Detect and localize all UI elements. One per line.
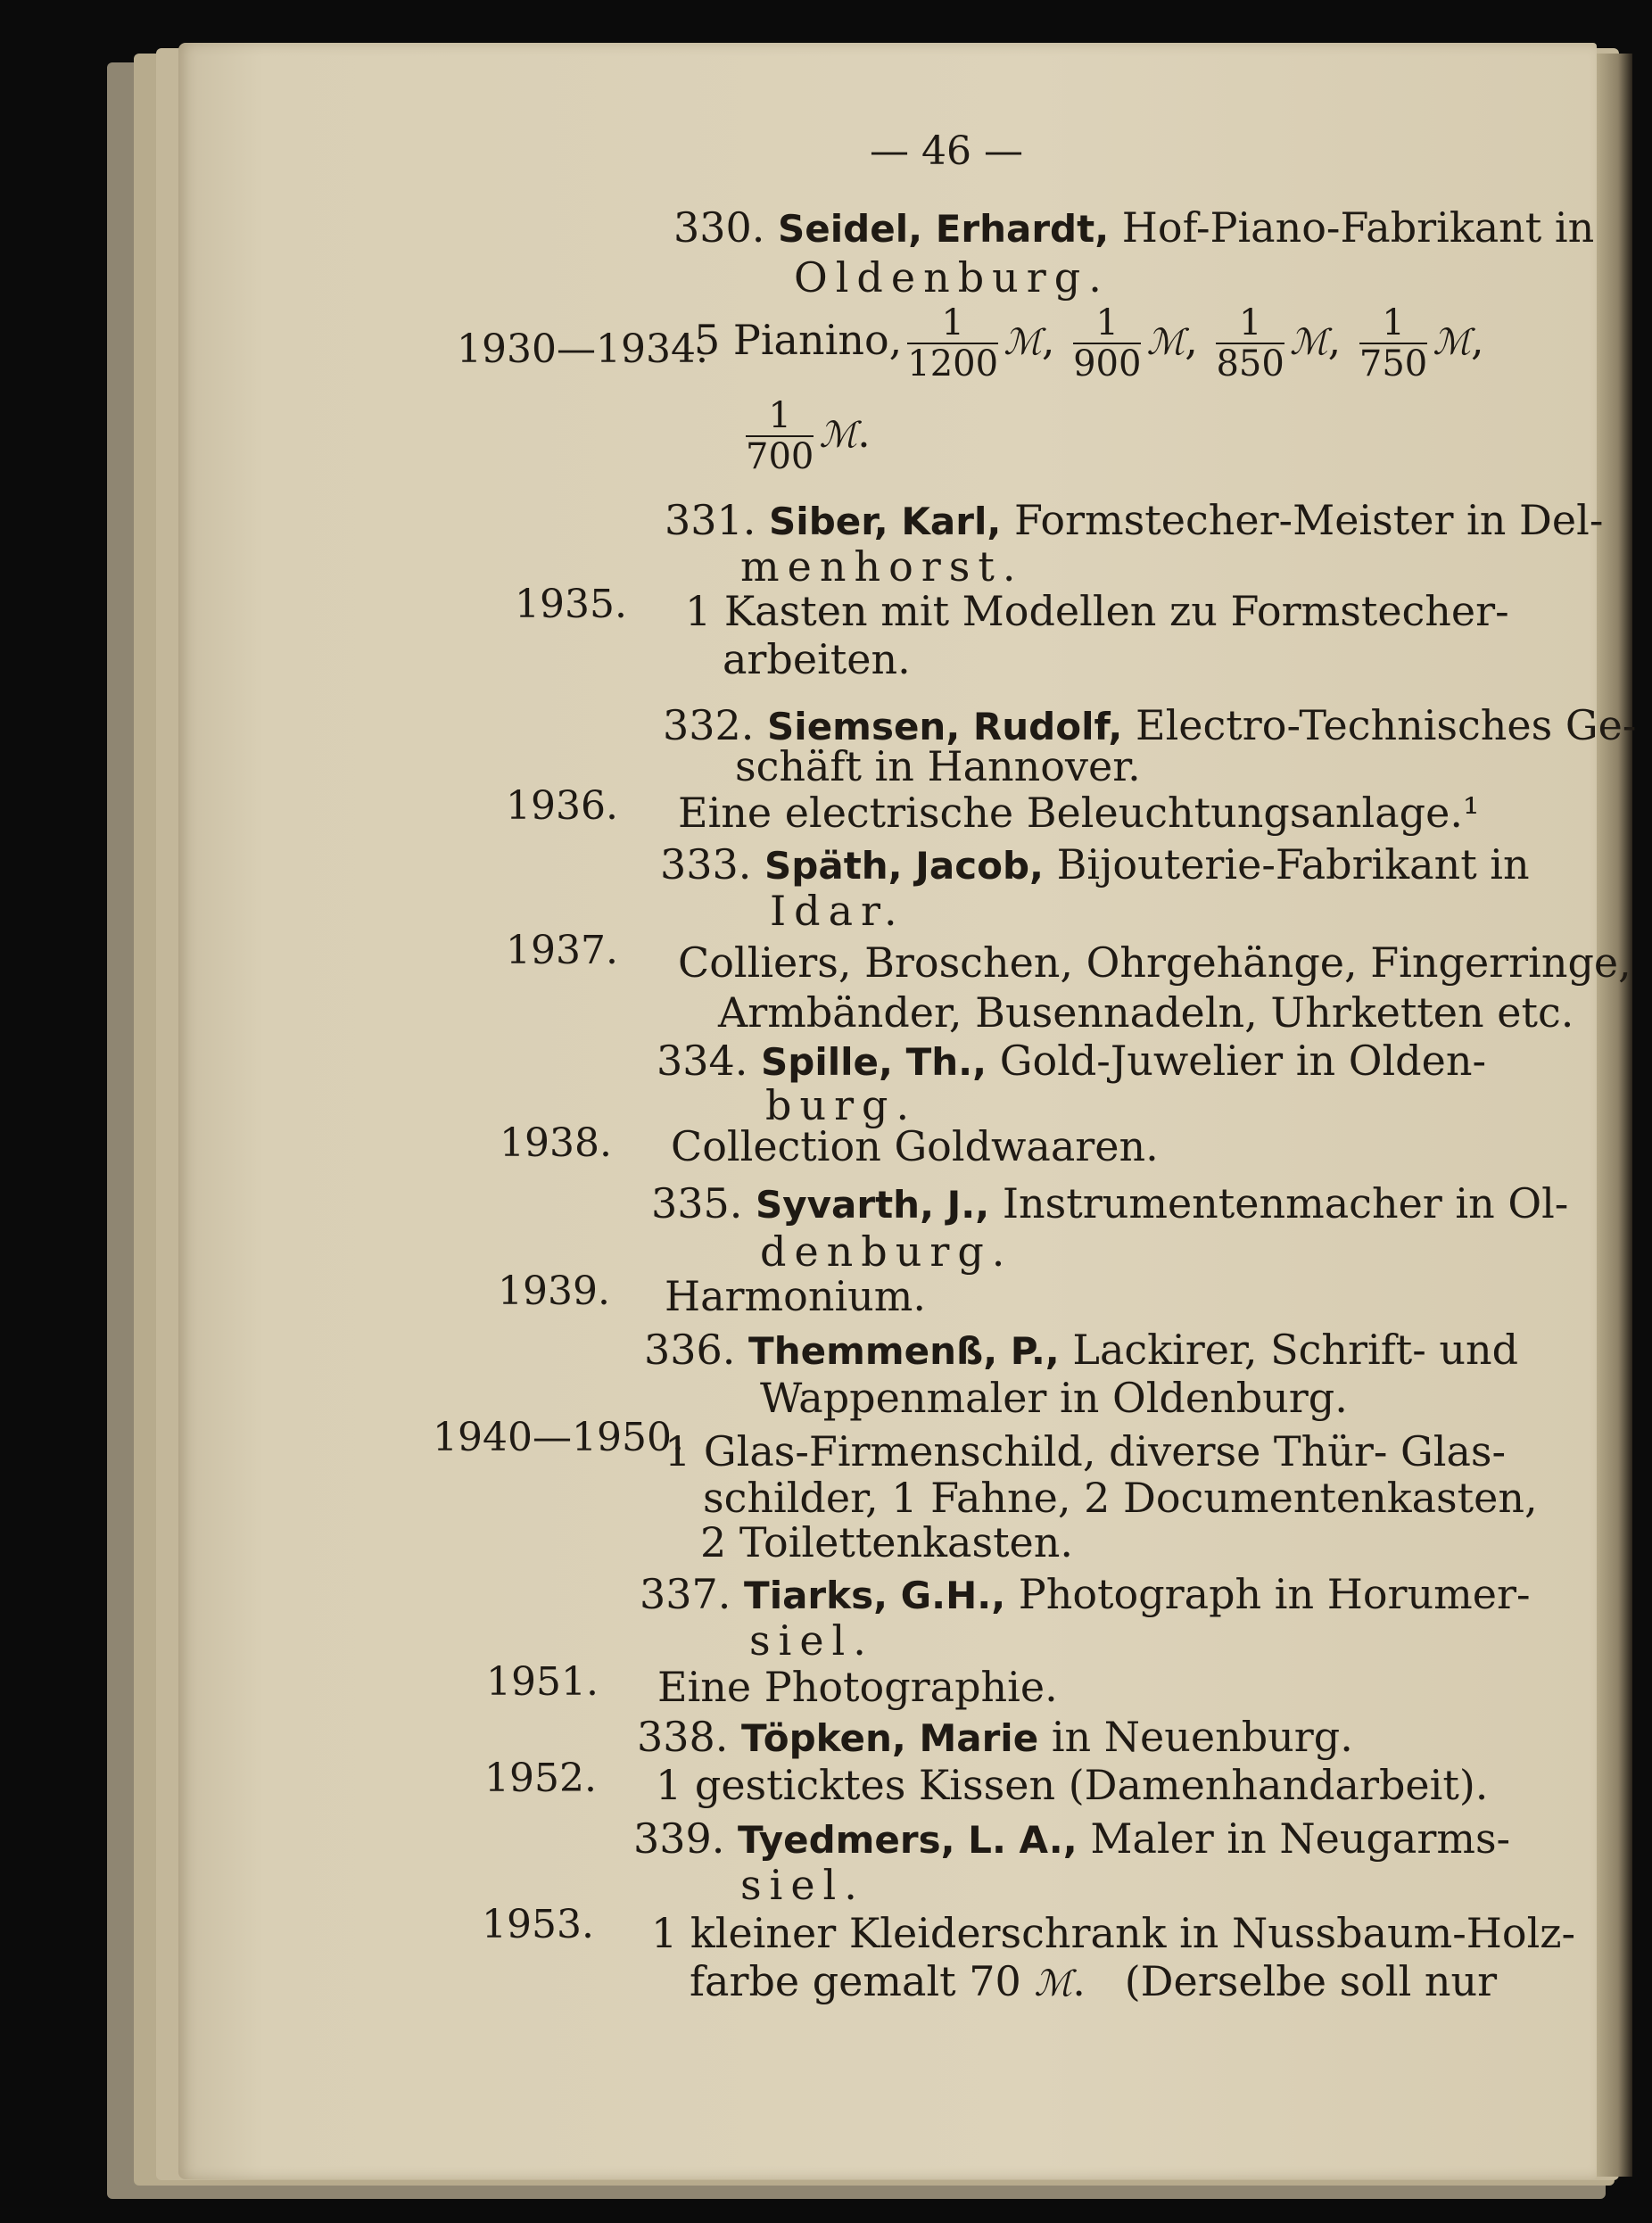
- entry-337-location: siel.: [749, 1616, 874, 1665]
- catalog-number: 1939.: [498, 1269, 610, 1314]
- entry-334-heading: 334. Spille, Th., Gold-Juwelier in Olden-: [657, 1037, 1486, 1085]
- entry-335-location: denburg.: [760, 1227, 1013, 1276]
- catalog-number: 1930—1934.: [457, 326, 708, 372]
- entry-334-location: burg.: [765, 1081, 918, 1129]
- entry-337-heading: 337. Tiarks, G.H., Photograph in Horumer-: [640, 1570, 1531, 1618]
- entry-337-item: Eine Photographie.: [657, 1663, 1058, 1711]
- entry-333-location: Idar.: [770, 887, 905, 935]
- entry-336-item-cont: 2 Toilettenkasten.: [700, 1518, 1074, 1566]
- entry-336-item-cont: schilder, 1 Fahne, 2 Documentenkasten,: [703, 1474, 1538, 1522]
- entry-332-item: Eine electrische Beleuchtungsanlage.¹: [678, 789, 1480, 837]
- entry-333-heading: 333. Späth, Jacob, Bijouterie-Fabrikant in: [660, 840, 1530, 888]
- page-gutter: [1597, 54, 1632, 2177]
- entry-338-item: 1 gesticktes Kissen (Damenhandarbeit).: [656, 1761, 1489, 1809]
- price-fraction: $\frac{1}{700}$: [746, 395, 814, 477]
- entry-330-location: Oldenburg.: [794, 253, 1110, 302]
- entry-330-item: 5 Pianino, $\frac{1}{1200}$ ℳ, $\frac{1}{900}$ ℳ, $\frac{1}{850}$ ℳ, $\frac{1}{750}$ ℳ,: [694, 302, 1484, 384]
- catalog-number: 1935.: [515, 582, 627, 627]
- entry-339-heading: 339. Tyedmers, L. A., Maler in Neugarms-: [633, 1814, 1511, 1863]
- entry-333-item-cont: Armbänder, Busennadeln, Uhrketten etc.: [718, 988, 1574, 1037]
- entry-332-heading: 332. Siemsen, Rudolf, Electro-Technisches Ge-: [663, 701, 1637, 749]
- price-fraction: $\frac{1}{750}$: [1359, 302, 1428, 384]
- entry-331-item-cont: arbeiten.: [723, 635, 911, 683]
- catalog-number: 1936.: [506, 783, 618, 829]
- entry-331-heading: 331. Siber, Karl, Formstecher-Meister in Del-: [665, 496, 1604, 544]
- entry-339-item: 1 kleiner Kleiderschrank in Nussbaum-Holz-: [651, 1909, 1576, 1957]
- price-fraction: $\frac{1}{1200}$: [907, 302, 999, 384]
- catalog-number: 1940—1950.: [433, 1415, 684, 1460]
- price-fraction: $\frac{1}{850}$: [1216, 302, 1284, 384]
- entry-336-heading: 336. Themmenß, P., Lackirer, Schrift- und: [644, 1326, 1519, 1374]
- entry-330-heading: 330. Seidel, Erhardt, Hof-Piano-Fabrikant in: [673, 203, 1595, 252]
- catalog-number: 1952.: [484, 1756, 597, 1801]
- entry-330-item-cont: $\frac{1}{700}$ ℳ.: [746, 395, 871, 477]
- entry-336-item: 1 Glas-Firmenschild, diverse Thür- Glas-: [665, 1427, 1507, 1475]
- entry-339-location: siel.: [740, 1861, 865, 1909]
- entry-338-heading: 338. Töpken, Marie in Neuenburg.: [637, 1713, 1353, 1761]
- entry-332-location: schäft in Hannover.: [735, 742, 1141, 790]
- entry-335-item: Harmonium.: [665, 1272, 927, 1320]
- entry-339-item-cont: farbe gemalt 70 ℳ. (Derselbe soll nur: [690, 1957, 1498, 2005]
- catalog-number: 1951.: [486, 1659, 599, 1705]
- catalog-number: 1937.: [506, 928, 618, 973]
- entry-331-location: menhorst.: [740, 542, 1024, 591]
- entry-334-item: Collection Goldwaaren.: [671, 1122, 1159, 1170]
- entry-331-item: 1 Kasten mit Modellen zu Formstecher-: [685, 587, 1509, 635]
- price-fraction: $\frac{1}{900}$: [1073, 302, 1142, 384]
- catalog-number: 1938.: [500, 1120, 612, 1166]
- entry-333-item: Colliers, Broschen, Ohrgehänge, Fingerringe,: [678, 938, 1631, 987]
- entry-336-location: Wappenmaler in Oldenburg.: [760, 1374, 1348, 1422]
- entry-335-heading: 335. Syvarth, J., Instrumentenmacher in Ol-: [651, 1179, 1569, 1227]
- catalog-number: 1953.: [482, 1902, 594, 1947]
- page-number: — 46 —: [870, 128, 1023, 174]
